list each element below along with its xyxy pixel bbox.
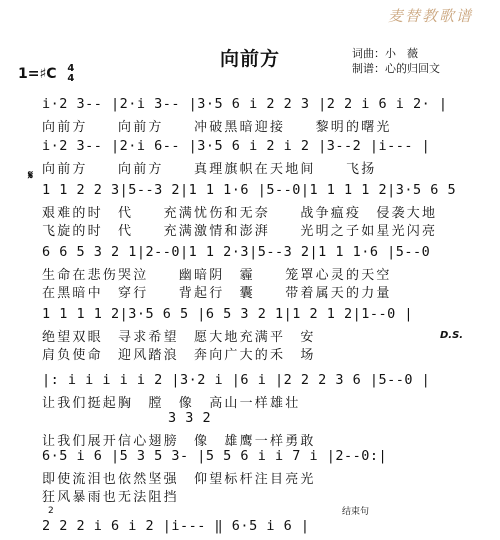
lyric-line: 让我们挺起胸 膛 像 高山一样雄壮 bbox=[42, 396, 301, 411]
time-bottom: 4 bbox=[67, 73, 75, 84]
key-label: 1=♯C bbox=[18, 66, 57, 82]
time-signature bbox=[67, 64, 74, 84]
arranger-credit: 制谱：心的归回文 bbox=[352, 62, 440, 75]
notation-line: i·2 3-- |2·i 6-- |3·5 6 i 2 i 2 |3--2 |i--- | bbox=[42, 138, 431, 154]
notation-line: 2 2 2 i 6 i 2 |i--- ‖ 6·5 i 6 | bbox=[42, 518, 310, 534]
ds-marking: D.S. bbox=[440, 330, 464, 341]
lyric-line: 即使流泪也依然坚强 仰望标杆注目亮光 bbox=[42, 472, 316, 487]
notation-line: |: i i i i i 2 |3·2 i |6 i |2 2 2 3 6 |5--0 | bbox=[42, 372, 431, 388]
time-top: 4 bbox=[67, 63, 75, 74]
lyric-line: 生命在悲伤哭泣 幽暗阴 霾 笼罩心灵的天空 bbox=[42, 268, 392, 283]
lyricist-credit: 词曲：小 薇 bbox=[352, 47, 418, 60]
lyric-line: 肩负使命 迎风踏浪 奔向广大的禾 场 bbox=[42, 348, 316, 363]
credits bbox=[352, 46, 440, 76]
notation-line: 6 6 5 3 2 1|2--0|1 1 2·3|5--3 2|1 1 1·6 |5--0 bbox=[42, 244, 431, 260]
song-title: 向前方 bbox=[219, 48, 280, 70]
lyric-line: 狂风暴雨也无法阻挡 bbox=[42, 490, 179, 505]
lyric-line: 在黑暗中 穿行 背起行 囊 带着属天的力量 bbox=[42, 286, 392, 301]
lyric-line: 艰难的时 代 充满忧伤和无奈 战争瘟疫 侵袭大地 bbox=[42, 206, 438, 221]
coda-label: 结束句 bbox=[342, 507, 370, 517]
site-watermark: 麦替教歌谱 bbox=[388, 7, 474, 25]
lyric-line: 让我们展开信心翅膀 像 雄鹰一样勇敢 bbox=[42, 434, 316, 449]
notation-line: i·2 3-- |2·i 3-- |3·5 6 i 2 2 3 |2 2 i 6 i 2· | bbox=[42, 96, 448, 112]
lyric-line: 飞旋的时 代 充满激情和澎湃 光明之子如星光闪亮 bbox=[42, 224, 438, 239]
key-signature bbox=[18, 64, 74, 84]
lyric-line: 绝望双眼 寻求希望 愿大地充满平 安 bbox=[42, 330, 316, 345]
notation-line: 6·5 i 6 |5 3 5 3- |5 5 6 i i 7 i |2--0:| bbox=[42, 448, 388, 464]
lyric-line: 向前方 向前方 冲破黑暗迎接 黎明的曙光 bbox=[42, 120, 392, 135]
lyric-line: 向前方 向前方 真理旗帜在天地间 飞扬 bbox=[42, 162, 377, 177]
second-ending-mark: 2 bbox=[48, 506, 54, 516]
notation-line: 1 1 1 1 2|3·5 6 5 |6 5 3 2 1|1 2 1 2|1--0 | bbox=[42, 306, 413, 322]
alt-notes: 3 3 2 bbox=[168, 410, 212, 426]
notation-line: 1 1 2 2 3|5--3 2|1 1 1·6 |5--0|1 1 1 1 2|3·5 6 5 bbox=[42, 182, 457, 198]
segno-sign: 𝄋 bbox=[28, 168, 34, 182]
